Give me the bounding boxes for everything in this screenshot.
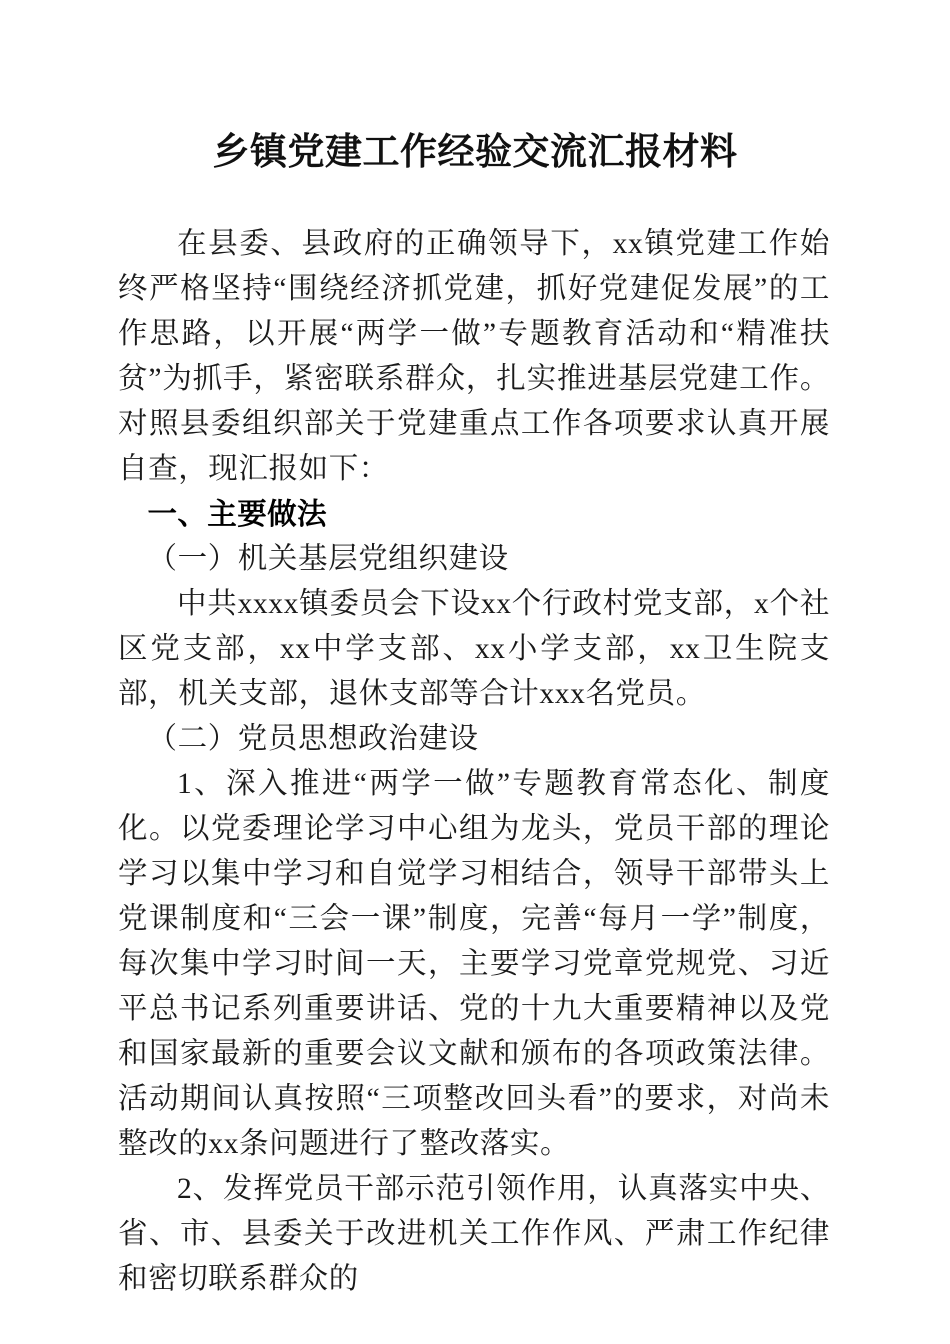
- section-heading-main-practices: 一、主要做法: [147, 498, 327, 531]
- page-title: 乡镇党建工作经验交流汇报材料: [212, 132, 738, 173]
- item-1-paragraph: 1、深入推进“两学一做”专题教育常态化、制度化。以党委理论学习中心组为龙头，党员干部的理论学习以集中学习和自觉学习相结合，领导干部带头上党课制度和“三会一课”制度，完善“每月一学”制度，每次集中学习时间一天，主要学习党章党规党、习近平总书记系列重要讲话、党的十九大重要精神以及党和国家最新的重要会议文献和颁布的各项政策法律。活动期间认真按照“三项整改回头看”的要求，对尚未整改的xx条问题进行了整改落实。: [118, 768, 830, 1160]
- subsection-heading-party-organization: （一）机关基层党组织建设: [147, 543, 509, 575]
- subsection-heading-ideological-construction: （二）党员思想政治建设: [147, 723, 479, 755]
- intro-paragraph: 在县委、县政府的正确领导下，xx镇党建工作始终严格坚持“围绕经济抓党建，抓好党建促发展”的工作思路，以开展“两学一做”专题教育活动和“精准扶贫”为抓手，紧密联系群众，扎实推进基层党建工作。对照县委组织部关于党建重点工作各项要求认真开展自查，现汇报如下：: [118, 228, 830, 485]
- party-organization-paragraph: 中共xxxx镇委员会下设xx个行政村党支部，x个社区党支部，xx中学支部、xx小学支部，xx卫生院支部，机关支部，退休支部等合计xxx名党员。: [118, 588, 831, 710]
- item-2-paragraph: 2、发挥党员干部示范引领作用，认真落实中央、省、市、县委关于改进机关工作作风、严肃工作纪律和密切联系群众的: [118, 1173, 830, 1295]
- document-body: [118, 222, 830, 1302]
